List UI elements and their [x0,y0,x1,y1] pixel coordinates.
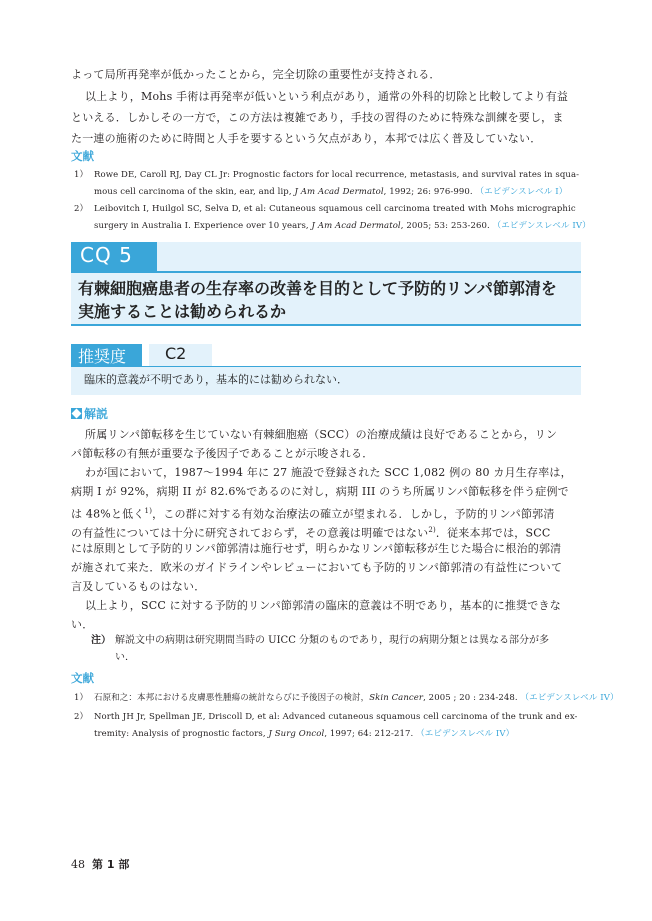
ref2-2-line-1: North JH Jr, Spellman JE, Driscoll D, et al: Advanced cutaneous squamous cell carcinoma of the trunk and ex- [94,712,578,722]
ref2-2-line-2 [94,726,514,743]
explanation-heading-text: 解説 [84,407,109,421]
intro-line-2: 以上より，Mohs 手術は再発率が低いという利点があり，通常の外科的切除と比較してより有益 [85,90,569,103]
ref-1-number: 1） [74,170,89,180]
explanation-line-3: わが国において，1987～1994 年に 27 施設で登録された SCC 1,082 例の 80 カ月生存率は， [85,466,572,479]
references-heading-2: 文献 [71,671,94,685]
ref-2-journal: J Am Acad Dermatol [311,221,401,231]
ref-2-line-1: Leibovitch I, Huilgol SC, Selva D, et al: Cutaneous squamous cell carcinoma treated with Mohs micrographic [94,204,576,214]
recommendation-grade-label: 推奨度 [78,347,127,366]
explanation-line-5b: ，この群に対する有効な治療法の確立が望まれる．しかし，予防的リンパ節郭清 [152,507,555,521]
page-number: 48 [71,858,85,871]
ref-2-line-2 [94,218,591,235]
explanation-line-7: には原則として予防的リンパ節郭清は施行せず，明らかなリンパ節転移が生じた場合に根治的郭清 [71,542,562,555]
clinical-question-line-2: 実施することは勧められるか [78,302,287,321]
ref-1-authors-tail: mous cell carcinoma of the skin, ear, and lip, [94,187,292,197]
ref-2-citation: , 2005; 53: 253-260. [400,221,490,231]
ref-1-journal: J Am Acad Dermatol [294,187,384,197]
explanation-line-5a: は 48%と低く [71,507,145,521]
explanation-line-9: 言及しているものはない． [71,580,206,593]
clinical-question-line-1: 有棘細胞癌患者の生存率の改善を目的として予防的リンパ節郭清を [78,279,557,298]
clinical-question-bottom-rule [71,324,581,326]
citation-superscript-1: 1) [144,507,153,515]
note-label: 注） [91,635,111,646]
explanation-line-11: い． [71,618,94,631]
page-footer [71,856,129,872]
ref2-1-title: 石原和之：本邦における皮膚悪性腫瘍の統計ならびに予後因子の検討， [94,693,370,703]
ref-2-evidence-level: （エビデンスレベル IV） [492,221,591,231]
references-heading: 文献 [71,149,94,163]
ref-2-number: 2） [74,204,89,214]
ref-1-line-1: Rowe DE, Caroll RJ, Day CL Jr: Prognostic factors for local recurrence, metastasis, and survival rates in squa- [94,170,580,180]
ref2-1-line-1 [94,690,619,707]
citation-superscript-2: 2) [428,526,436,534]
explanation-line-8: が施されて来た．欧米のガイドラインやレビューにおいても予防的リンパ節郭清の有益性について [71,561,563,574]
ref2-1-evidence-level: （エビデンスレベル IV） [520,693,619,703]
intro-line-4: た一連の施術のために時間と人手を要するという欠点があり，本邦では広く普及していない． [71,132,542,145]
ref-1-evidence-level: （エビデンスレベル I） [475,187,568,197]
intro-line-1: よって局所再発率が低かったことから，完全切除の重要性が支持される． [71,68,441,81]
clinical-question-top-rule [71,271,581,273]
ref-1-line-2 [94,184,567,201]
ref2-1-journal: Skin Cancer [369,693,424,703]
explanation-line-10: 以上より，SCC に対する予防的リンパ節郭清の臨床的意義は不明であり，基本的に推奨できな [85,599,561,612]
clinical-question-label: CQ 5 [80,243,133,267]
explanation-line-1: 所属リンパ節転移を生じていない有棘細胞癌（SCC）の治療成績は良好であることから，リン [85,428,558,441]
explanation-line-2: パ節転移の有無が重要な予後因子であることが示唆される． [71,447,374,460]
ref2-2-title-tail: tremity: Analysis of prognostic factors, [94,729,266,739]
intro-line-3: といえる．しかしその一方で，この方法は複雑であり，手技の習得のために特殊な訓練を要し，ま [71,111,564,124]
ref2-2-evidence-level: （エビデンスレベル IV） [416,729,515,739]
note-line-1: 解説文中の病期は研究期間当時の UICC 分類のものであり，現行の病期分類とは異なる部分が多 [115,635,550,646]
explanation-line-6b: ．従来本邦では，SCC [435,526,551,540]
explanation-heading [71,405,108,422]
note-line-2: い． [115,652,135,663]
part-label: 第 1 部 [92,858,130,871]
ref2-2-citation: , 1997; 64: 212-217. [324,729,414,739]
ref2-2-number: 2） [74,712,89,722]
ref-1-citation: , 1992; 26: 976-990. [383,187,473,197]
explanation-line-6a: の有益性については十分に研究されておらず，その意義は明確ではない [71,526,429,540]
recommendation-grade-value: C2 [165,344,187,363]
ref2-1-number: 1） [74,693,89,703]
ref2-2-journal: J Surg Oncol [268,729,325,739]
recommendation-rule [71,366,581,367]
recommendation-text: 臨床的意義が不明であり，基本的には勧められない． [84,373,348,386]
diamond-icon [71,408,82,419]
explanation-line-4: 病期 I が 92%，病期 II が 82.6%であるのに対し，病期 III のうち所属リンパ節転移を伴う症例で [71,485,569,498]
ref2-1-citation: , 2005 ; 20 : 234-248. [423,693,518,703]
ref-2-title-tail: surgery in Australia I. Experience over 10 years, [94,221,309,231]
